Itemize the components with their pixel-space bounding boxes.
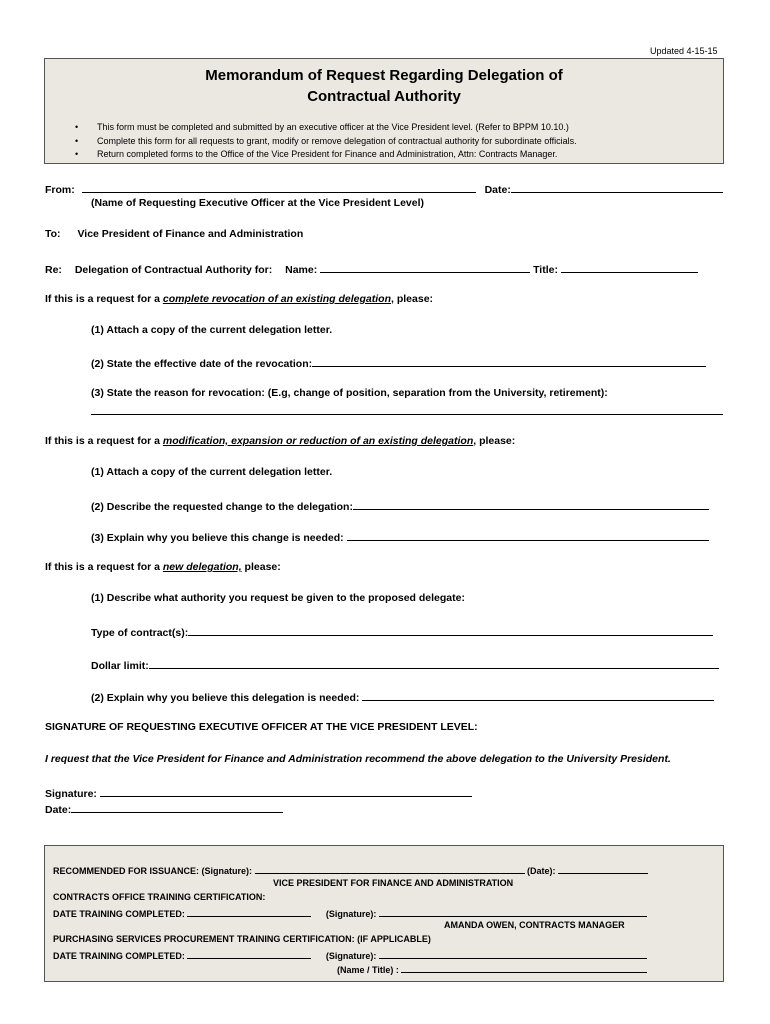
dollar-limit-label: Dollar limit: — [91, 660, 149, 672]
contract-type-row — [91, 624, 713, 639]
signature-date-field[interactable] — [71, 801, 283, 813]
instruction-item: • Return completed forms to the Office of the Vice President for Finance and Administration, Attn: Contracts Manager. — [75, 148, 577, 162]
revocation-item-3: (3) State the reason for revocation: (E.g, change of position, separation from the University, retirement): — [91, 387, 608, 399]
name-title-label: (Name / Title) : — [337, 965, 399, 975]
purchasing-cert-label: PURCHASING SERVICES PROCUREMENT TRAINING CERTIFICATION: (IF APPLICABLE) — [53, 934, 431, 944]
dollar-limit-row — [91, 657, 719, 672]
form-title-line2: Contractual Authority — [307, 88, 461, 105]
date-field[interactable] — [511, 181, 723, 193]
name-title-row — [337, 962, 647, 975]
delegation-reason-field[interactable] — [362, 689, 714, 701]
title-field[interactable] — [561, 261, 698, 273]
to-value: Vice President of Finance and Administration — [77, 228, 304, 240]
dollar-limit-field[interactable] — [149, 657, 719, 669]
vp-label: VICE PRESIDENT FOR FINANCE AND ADMINISTRATION — [273, 878, 514, 888]
to-row — [45, 228, 303, 240]
recommended-date-label: (Date): — [527, 866, 556, 876]
from-note: (Name of Requesting Executive Officer at the Vice President Level) — [91, 197, 424, 209]
new-delegation-item-1: (1) Describe what authority you request be given to the proposed delegate: — [91, 592, 465, 604]
modification-item-3: (3) Explain why you believe this change is needed: — [91, 529, 709, 544]
recommended-row — [53, 863, 648, 876]
re-label: Re: — [45, 264, 62, 276]
revocation-intro: If this is a request for a complete revocation of an existing delegation, please: — [45, 293, 434, 305]
title-label: Title: — [533, 264, 558, 276]
modification-intro: If this is a request for a modification, expansion or reduction of an existing delegation, please: — [45, 435, 516, 447]
revocation-item-1: (1) Attach a copy of the current delegation letter. — [91, 324, 333, 336]
contracts-signature-field[interactable] — [379, 906, 647, 917]
signature-row — [45, 785, 472, 800]
purchasing-training-row — [53, 948, 647, 961]
contracts-cert-label: CONTRACTS OFFICE TRAINING CERTIFICATION: — [53, 892, 266, 902]
revocation-reason-row — [91, 403, 723, 418]
new-delegation-item-2: (2) Explain why you believe this delegation is needed: — [91, 689, 714, 704]
instruction-item: • Complete this form for all requests to grant, modify or remove delegation of contractual authority for subordinate officials. — [75, 135, 577, 149]
approval-box — [44, 845, 724, 982]
signature-date-row — [45, 801, 283, 816]
instruction-item: • This form must be completed and submitted by an executive officer at the Vice President level. (Refer to BPPM 10.10.) — [75, 121, 577, 135]
to-label: To: — [45, 228, 61, 240]
purchasing-training-date-field[interactable] — [187, 948, 311, 959]
modification-item-1: (1) Attach a copy of the current delegation letter. — [91, 466, 333, 478]
signature-heading: SIGNATURE OF REQUESTING EXECUTIVE OFFICER AT THE VICE PRESIDENT LEVEL: — [45, 721, 478, 733]
revocation-date-field[interactable] — [312, 355, 706, 367]
modification-item-2: (2) Describe the requested change to the delegation: — [91, 498, 709, 513]
from-row — [45, 181, 723, 196]
from-label: From: — [45, 184, 75, 196]
revocation-reason-field[interactable] — [91, 403, 723, 415]
form-title-line1: Memorandum of Request Regarding Delegation of — [205, 67, 563, 84]
signature-date-label: Date: — [45, 804, 72, 816]
purchasing-signature-field[interactable] — [379, 948, 647, 959]
manager-label: AMANDA OWEN, CONTRACTS MANAGER — [444, 920, 625, 930]
bullet-icon: • — [75, 149, 79, 159]
signature-field[interactable] — [100, 785, 472, 797]
contract-type-label: Type of contract(s): — [91, 627, 189, 639]
bullet-icon: • — [75, 122, 79, 132]
name-title-field[interactable] — [401, 962, 647, 973]
contract-type-field[interactable] — [188, 624, 713, 636]
request-statement: I request that the Vice President for Finance and Administration recommend the above delegation to the University President. — [45, 753, 671, 765]
name-label: Name: — [285, 264, 318, 276]
date-label: Date: — [484, 184, 511, 196]
new-delegation-link-text: new delegation, — [162, 561, 242, 573]
revocation-item-2: (2) State the effective date of the revocation: — [91, 355, 706, 370]
recommended-label: RECOMMENDED FOR ISSUANCE: (Signature): — [53, 866, 253, 876]
name-field[interactable] — [320, 261, 530, 273]
modification-change-field[interactable] — [353, 498, 709, 510]
new-delegation-intro: If this is a request for a new delegation, please: — [45, 561, 281, 573]
re-value: Delegation of Contractual Authority for: — [74, 264, 273, 276]
modification-link-text: modification, expansion or reduction of an existing delegation — [162, 435, 474, 447]
recommended-date-field[interactable] — [558, 863, 648, 874]
date-completed-label: DATE TRAINING COMPLETED: — [53, 909, 185, 919]
instructions-list — [75, 121, 577, 162]
date-completed-label: DATE TRAINING COMPLETED: — [53, 951, 185, 961]
re-row — [45, 261, 698, 276]
modification-reason-field[interactable] — [347, 529, 709, 541]
instructions-box — [44, 58, 724, 164]
contracts-signature-label: (Signature): — [325, 909, 377, 919]
revocation-link-text: complete revocation of an existing delegation — [162, 293, 392, 305]
bullet-icon: • — [75, 135, 79, 146]
updated-date: Updated 4-15-15 — [650, 46, 718, 56]
from-field[interactable] — [82, 181, 476, 193]
recommended-signature-field[interactable] — [255, 863, 525, 874]
contracts-training-row — [53, 906, 647, 919]
signature-label: Signature: — [45, 788, 97, 800]
contracts-training-date-field[interactable] — [187, 906, 311, 917]
purchasing-signature-label: (Signature): — [325, 951, 377, 961]
form-title — [45, 65, 723, 107]
